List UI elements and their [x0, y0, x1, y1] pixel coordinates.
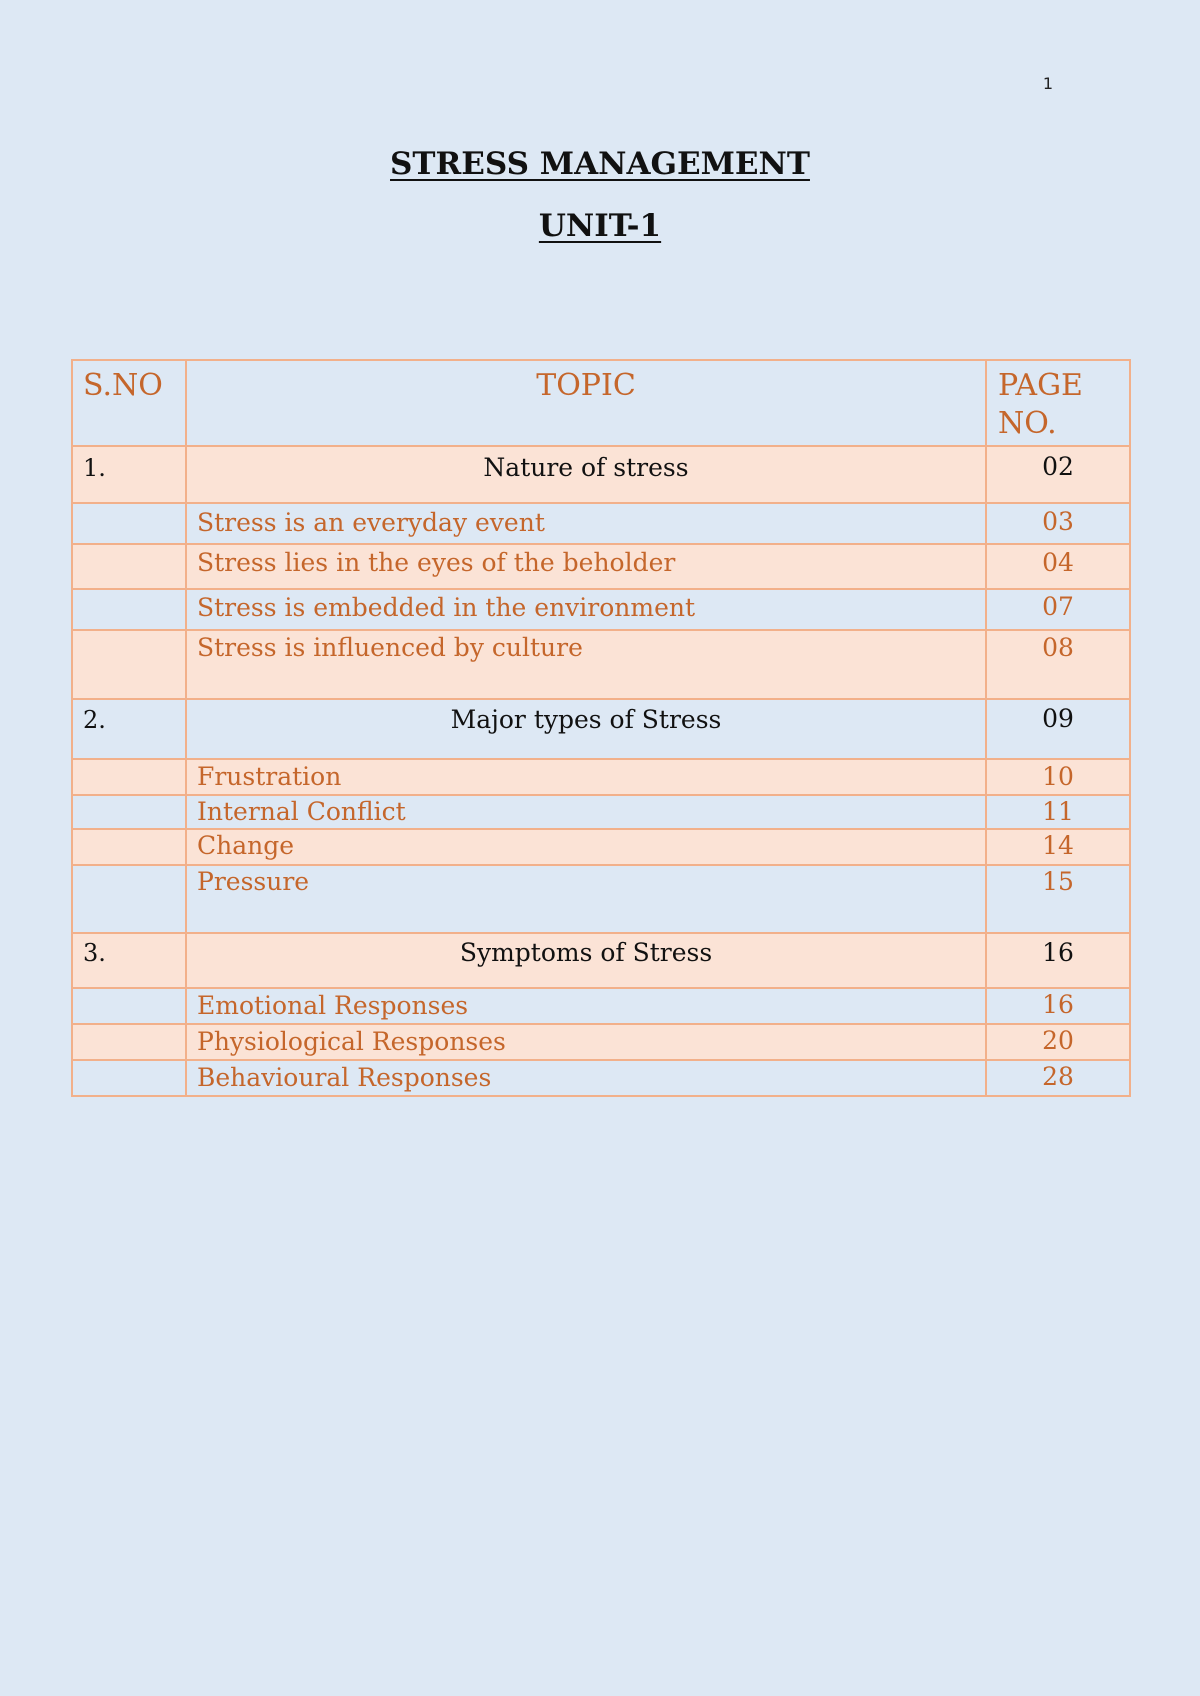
row-topic: Stress is an everyday event [186, 503, 986, 544]
row-sno [72, 759, 186, 795]
row-sno [72, 544, 186, 589]
row-topic: Nature of stress [186, 446, 986, 503]
table-row [72, 589, 1130, 630]
row-topic: Stress is embedded in the environment [186, 589, 986, 630]
row-page: 04 [986, 544, 1130, 589]
row-sno [72, 865, 186, 933]
table-row [72, 544, 1130, 589]
document-title-text: STRESS MANAGEMENT [390, 146, 810, 182]
unit-title [0, 208, 1200, 244]
row-sno [72, 829, 186, 865]
header-page-line1: PAGE [998, 368, 1083, 403]
row-topic: Behavioural Responses [186, 1060, 986, 1096]
table-row [72, 630, 1130, 699]
table-row [72, 865, 1130, 933]
row-topic: Major types of Stress [186, 699, 986, 759]
row-page: 20 [986, 1024, 1130, 1060]
table-row [72, 759, 1130, 795]
row-sno [72, 988, 186, 1024]
row-sno [72, 795, 186, 829]
row-page: 28 [986, 1060, 1130, 1096]
row-topic: Pressure [186, 865, 986, 933]
header-sno: S.NO [72, 360, 186, 446]
row-page: 16 [986, 988, 1130, 1024]
row-page: 02 [986, 446, 1130, 503]
header-page-no [986, 360, 1130, 446]
row-sno [72, 630, 186, 699]
document-title [0, 146, 1200, 182]
table-row [72, 829, 1130, 865]
row-sno [72, 589, 186, 630]
row-topic: Frustration [186, 759, 986, 795]
row-topic: Physiological Responses [186, 1024, 986, 1060]
row-page: 07 [986, 589, 1130, 630]
row-page: 15 [986, 865, 1130, 933]
row-sno: 2. [72, 699, 186, 759]
row-sno [72, 1060, 186, 1096]
table-row [72, 933, 1130, 988]
row-sno [72, 1024, 186, 1060]
row-topic: Change [186, 829, 986, 865]
table-header-row [72, 360, 1130, 446]
row-topic: Stress lies in the eyes of the beholder [186, 544, 986, 589]
header-topic: TOPIC [186, 360, 986, 446]
row-page: 08 [986, 630, 1130, 699]
header-page-line2: NO. [998, 406, 1057, 441]
row-topic: Stress is influenced by culture [186, 630, 986, 699]
row-page: 09 [986, 699, 1130, 759]
row-topic: Symptoms of Stress [186, 933, 986, 988]
table-row [72, 1060, 1130, 1096]
row-page: 10 [986, 759, 1130, 795]
row-page: 14 [986, 829, 1130, 865]
table-row [72, 1024, 1130, 1060]
row-topic: Emotional Responses [186, 988, 986, 1024]
row-sno [72, 503, 186, 544]
row-page: 11 [986, 795, 1130, 829]
page-number: 1 [1042, 74, 1054, 93]
row-page: 03 [986, 503, 1130, 544]
row-sno: 3. [72, 933, 186, 988]
table-row [72, 446, 1130, 503]
row-page: 16 [986, 933, 1130, 988]
row-topic: Internal Conflict [186, 795, 986, 829]
table-row [72, 503, 1130, 544]
table-row [72, 699, 1130, 759]
contents-table [71, 359, 1131, 1097]
table-row [72, 795, 1130, 829]
row-sno: 1. [72, 446, 186, 503]
unit-title-text: UNIT-1 [538, 208, 662, 244]
table-row [72, 988, 1130, 1024]
